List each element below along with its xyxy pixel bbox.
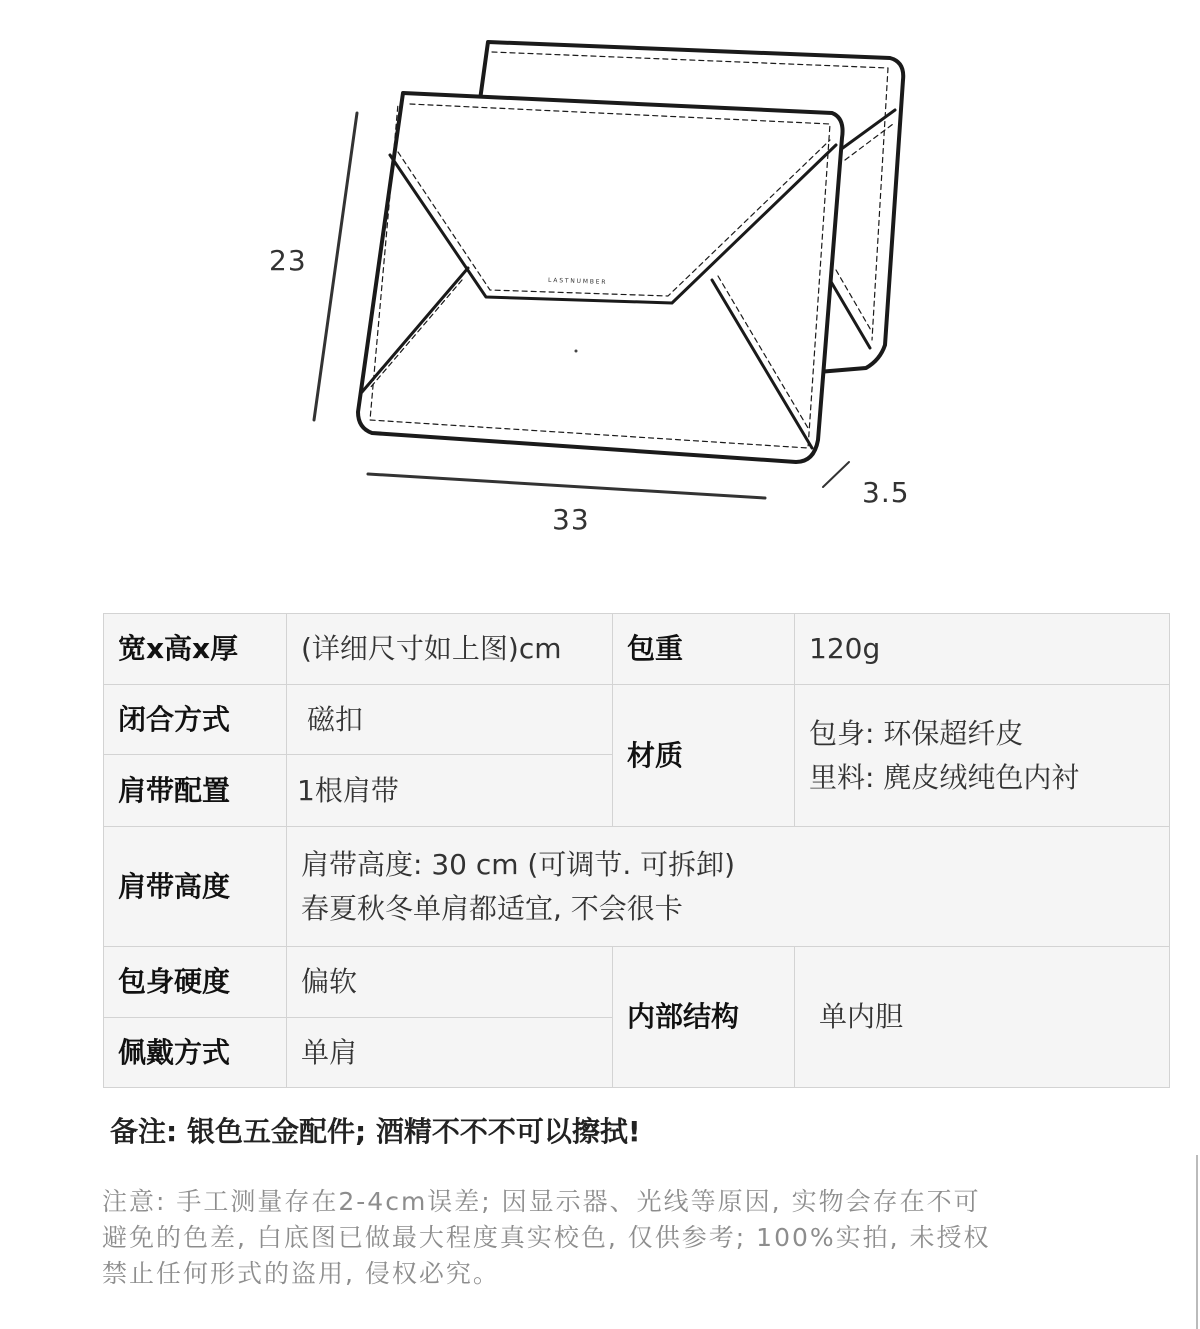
strap-config-value: 1根肩带 — [287, 755, 613, 827]
strap-height-line-2: 春夏秋冬单肩都适宜, 不会很卡 — [301, 891, 683, 925]
hardness-label: 包身硬度 — [104, 947, 287, 1018]
bag-line-drawing — [0, 0, 1200, 560]
material-label: 材质 — [613, 685, 795, 827]
material-lining: 里料: 麂皮绒纯色内衬 — [809, 760, 1080, 794]
strap-height-label: 肩带高度 — [104, 827, 287, 947]
table-row — [104, 685, 1170, 755]
size-label: 宽x高x厚 — [104, 614, 287, 685]
depth-dimension-line — [823, 462, 849, 487]
width-dimension-line — [368, 474, 765, 498]
material-value — [795, 685, 1170, 827]
edge-divider — [1196, 1155, 1198, 1329]
table-row — [104, 614, 1170, 685]
table-row — [104, 947, 1170, 1018]
table-row — [104, 827, 1170, 947]
closure-value: 磁扣 — [287, 685, 613, 755]
brand-logo-text: LASTNUMBER — [547, 276, 608, 286]
strap-height-value — [287, 827, 1170, 947]
dimension-depth-label: 3.5 — [862, 476, 910, 509]
weight-label: 包重 — [613, 614, 795, 685]
interior-label: 内部结构 — [613, 947, 795, 1088]
closure-label: 闭合方式 — [104, 685, 287, 755]
notice-line: 禁止任何形式的盗用, 侵权必究。 — [102, 1259, 500, 1288]
notice-line: 注意: 手工测量存在2-4cm误差; 因显示器、光线等原因, 实物会存在不可 — [102, 1187, 981, 1216]
hardness-value: 偏软 — [287, 947, 613, 1018]
wear-value: 单肩 — [287, 1018, 613, 1088]
height-dimension-line — [314, 113, 357, 420]
spec-table — [103, 613, 1170, 1088]
interior-value: 单内胆 — [795, 947, 1170, 1088]
size-value: (详细尺寸如上图)cm — [287, 614, 613, 685]
remark-text: 备注: 银色五金配件; 酒精不不不可以擦拭! — [110, 1115, 641, 1148]
dimension-height-label: 23 — [269, 244, 307, 277]
material-shell: 包身: 环保超纤皮 — [809, 716, 1024, 750]
dimension-width-label: 33 — [552, 503, 590, 536]
strap-config-label: 肩带配置 — [104, 755, 287, 827]
weight-value: 120g — [795, 614, 1170, 685]
notice-text — [102, 1184, 1112, 1292]
bag-front-body — [358, 93, 843, 462]
notice-line: 避免的色差, 白底图已做最大程度真实校色, 仅供参考; 100%实拍, 未授权 — [102, 1223, 991, 1252]
strap-height-line-1: 肩带高度: 30 cm (可调节. 可拆卸) — [301, 847, 736, 881]
wear-label: 佩戴方式 — [104, 1018, 287, 1088]
